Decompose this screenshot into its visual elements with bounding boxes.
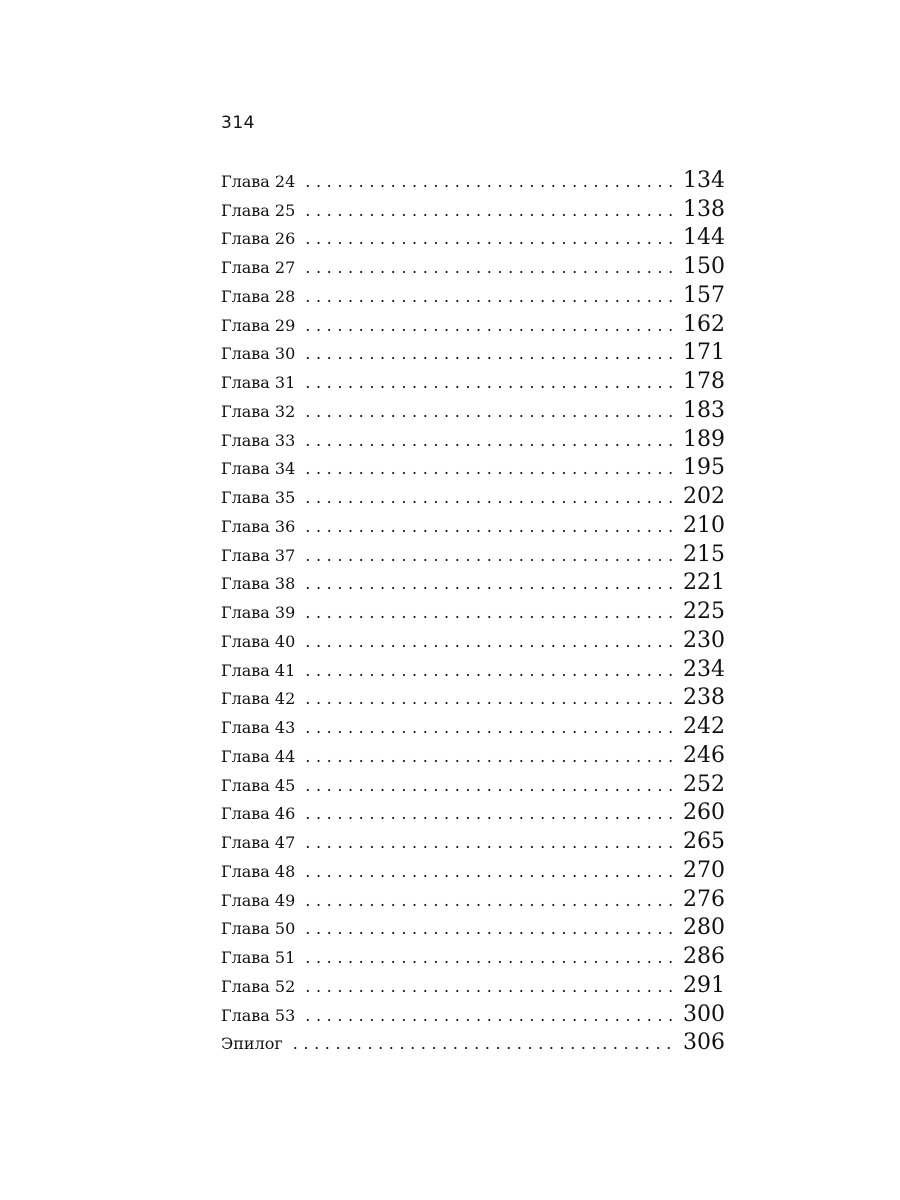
toc-entry-page-number: 221 [683, 570, 725, 596]
toc-entry [221, 509, 725, 538]
toc-entry-title: Глава 49 [221, 890, 296, 910]
toc-dot-leader [295, 718, 675, 739]
toc-entry-page-number: 138 [683, 196, 725, 222]
toc-entry-page-number: 210 [683, 512, 725, 538]
toc-entry [221, 250, 725, 279]
toc-dot-leader [295, 919, 675, 940]
toc-entry-page-number: 230 [683, 627, 725, 653]
toc-entry-title: Глава 41 [221, 660, 296, 680]
toc-entry [221, 595, 725, 624]
toc-entry [221, 308, 725, 337]
table-of-contents [221, 164, 725, 1055]
toc-entry-page-number: 265 [683, 829, 725, 854]
toc-dot-leader [295, 747, 675, 768]
toc-entry-page-number: 291 [683, 972, 725, 998]
toc-entry-page-number: 306 [683, 1030, 725, 1056]
toc-dot-leader [295, 776, 675, 797]
toc-entry-page-number: 202 [683, 484, 725, 509]
toc-entry [221, 423, 725, 452]
toc-entry-title: Глава 32 [221, 401, 296, 421]
toc-entry [221, 940, 725, 969]
toc-entry-title: Глава 34 [221, 459, 296, 479]
toc-entry-title: Глава 28 [221, 286, 296, 306]
toc-entry-title: Глава 52 [221, 976, 296, 996]
toc-dot-leader [295, 488, 675, 509]
toc-entry-title: Глава 47 [221, 833, 296, 852]
toc-entry [221, 854, 725, 883]
toc-entry-page-number: 189 [683, 426, 725, 452]
toc-entry-title: Глава 44 [221, 746, 296, 766]
toc-entry-title: Глава 33 [221, 430, 296, 450]
toc-entry-page-number: 225 [683, 599, 725, 624]
toc-entry-page-number: 195 [683, 455, 725, 481]
toc-entry-page-number: 246 [683, 742, 725, 768]
toc-entry-title: Глава 35 [221, 488, 296, 507]
toc-entry [221, 365, 725, 394]
toc-entry [221, 825, 725, 854]
toc-entry [221, 969, 725, 998]
toc-entry-title: Глава 45 [221, 775, 296, 795]
toc-entry-page-number: 134 [683, 167, 725, 193]
toc-entry-page-number: 157 [683, 282, 725, 308]
toc-entry [221, 653, 725, 682]
toc-entry-title: Глава 50 [221, 919, 296, 939]
toc-dot-leader [295, 287, 675, 308]
toc-dot-leader [295, 172, 675, 193]
toc-entry [221, 912, 725, 941]
toc-entry-title: Глава 30 [221, 344, 296, 364]
toc-dot-leader [295, 316, 675, 337]
toc-entry [221, 164, 725, 193]
toc-entry-title: Глава 40 [221, 631, 296, 651]
toc-entry-page-number: 178 [683, 369, 725, 394]
toc-dot-leader [295, 632, 675, 653]
toc-dot-leader [295, 459, 675, 480]
toc-entry-page-number: 252 [683, 771, 725, 797]
toc-dot-leader [295, 603, 675, 624]
toc-entry-page-number: 238 [683, 685, 725, 711]
toc-entry-title: Глава 48 [221, 861, 296, 881]
toc-dot-leader [295, 689, 675, 710]
toc-dot-leader [295, 862, 675, 883]
toc-entry [221, 567, 725, 596]
toc-dot-leader [295, 402, 675, 423]
toc-dot-leader [283, 1034, 675, 1055]
toc-entry [221, 480, 725, 509]
toc-entry-page-number: 150 [683, 254, 725, 279]
toc-dot-leader [295, 891, 675, 912]
toc-entry [221, 624, 725, 653]
toc-entry-title: Глава 37 [221, 545, 296, 565]
toc-dot-leader [295, 373, 675, 394]
toc-entry-title: Глава 42 [221, 689, 296, 709]
toc-entry [221, 797, 725, 826]
toc-entry [221, 682, 725, 711]
toc-dot-leader [295, 517, 675, 538]
toc-entry [221, 1027, 725, 1056]
toc-entry [221, 710, 725, 739]
toc-entry-title: Глава 38 [221, 574, 296, 594]
toc-entry-page-number: 183 [683, 397, 725, 423]
toc-dot-leader [295, 229, 675, 250]
toc-entry-title: Глава 36 [221, 516, 296, 536]
toc-dot-leader [295, 977, 675, 998]
toc-entry-title: Глава 26 [221, 229, 296, 249]
toc-dot-leader [295, 344, 675, 365]
toc-entry-title: Глава 24 [221, 171, 296, 191]
toc-entry-title: Глава 27 [221, 258, 296, 277]
toc-entry [221, 193, 725, 222]
toc-entry-page-number: 286 [683, 944, 725, 969]
toc-entry-title: Глава 31 [221, 373, 296, 392]
toc-entry [221, 739, 725, 768]
toc-dot-leader [295, 546, 675, 567]
toc-entry-title: Глава 53 [221, 1005, 296, 1025]
toc-entry-page-number: 171 [683, 340, 725, 366]
page-number: 314 [221, 113, 255, 133]
toc-entry-page-number: 280 [683, 915, 725, 941]
toc-entry-page-number: 276 [683, 886, 725, 912]
toc-entry-title: Эпилог [221, 1034, 283, 1054]
toc-entry [221, 452, 725, 481]
toc-dot-leader [295, 431, 675, 452]
toc-dot-leader [295, 201, 675, 222]
toc-entry [221, 998, 725, 1027]
toc-entry [221, 768, 725, 797]
toc-entry-page-number: 215 [683, 541, 725, 567]
toc-entry [221, 538, 725, 567]
toc-entry-title: Глава 29 [221, 315, 296, 335]
toc-entry [221, 337, 725, 366]
toc-dot-leader [295, 948, 675, 969]
toc-dot-leader [295, 661, 675, 682]
toc-entry [221, 394, 725, 423]
toc-dot-leader [295, 833, 675, 854]
toc-dot-leader [295, 574, 675, 595]
toc-entry-title: Глава 46 [221, 804, 296, 824]
toc-entry-page-number: 270 [683, 857, 725, 883]
toc-entry-page-number: 242 [683, 714, 725, 739]
toc-entry-title: Глава 51 [221, 948, 296, 967]
toc-dot-leader [295, 804, 675, 825]
toc-dot-leader [295, 1006, 675, 1027]
toc-entry-title: Глава 39 [221, 603, 296, 622]
toc-entry-page-number: 234 [683, 656, 725, 682]
toc-entry-page-number: 300 [683, 1001, 725, 1027]
toc-entry [221, 222, 725, 251]
toc-entry [221, 883, 725, 912]
toc-entry-title: Глава 25 [221, 200, 296, 220]
toc-entry [221, 279, 725, 308]
toc-entry-page-number: 260 [683, 800, 725, 826]
toc-entry-title: Глава 43 [221, 718, 296, 737]
toc-dot-leader [295, 258, 675, 279]
toc-entry-page-number: 162 [683, 311, 725, 337]
toc-entry-page-number: 144 [683, 225, 725, 251]
